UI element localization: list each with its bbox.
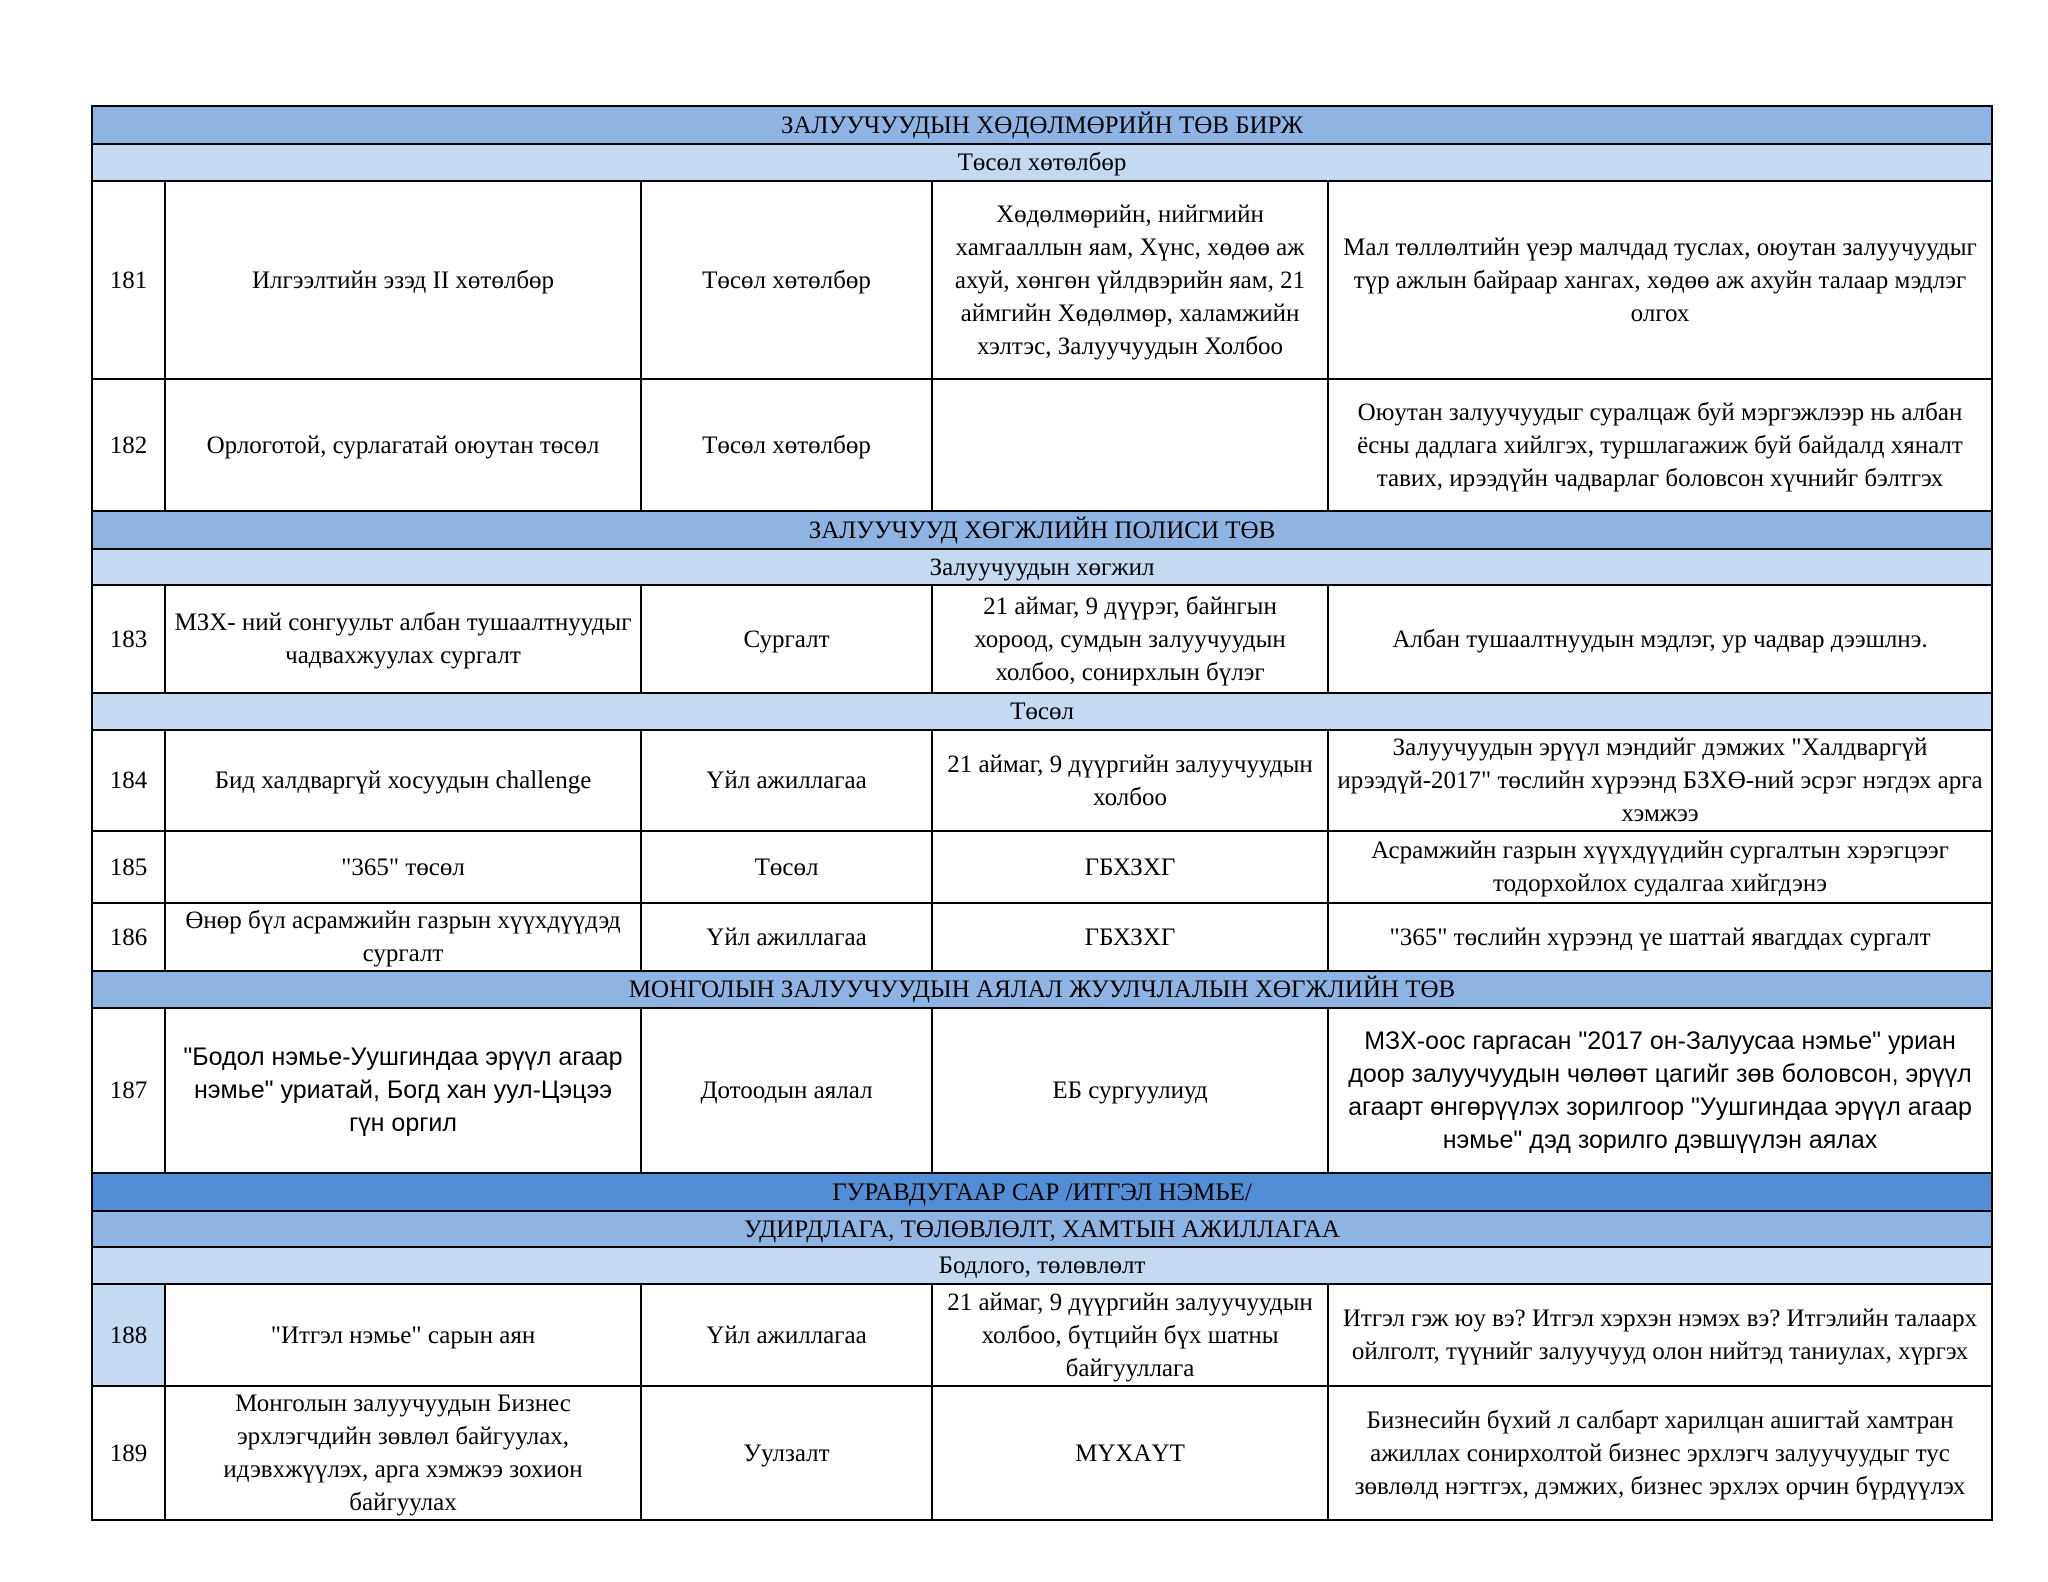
activity-type: Төсөл	[641, 831, 932, 903]
section-header-row	[92, 971, 1992, 1008]
goal: Итгэл гэж юу вэ? Итгэл хэрхэн нэмэх вэ? Итгэлийн талаарх ойлголт, түүнийг залуучууд олон нийтэд таниулах, хүргэх	[1328, 1284, 1992, 1386]
month-title: ГУРАВДУГААР САР /ИТГЭЛ НЭМЬЕ/	[92, 1173, 1992, 1211]
table-row	[92, 903, 1992, 971]
partners: ЕБ сургуулиуд	[932, 1008, 1328, 1173]
activity-name: Бид халдваргүй хосуудын challenge	[165, 730, 641, 831]
section-title: МОНГОЛЫН ЗАЛУУЧУУДЫН АЯЛАЛ ЖУУЛЧЛАЛЫН ХӨГЖЛИЙН ТӨВ	[92, 971, 1992, 1008]
section-header-row	[92, 1211, 1992, 1247]
partners: Хөдөлмөрийн, нийгмийн хамгааллын яам, Хүнс, хөдөө аж ахуй, хөнгөн үйлдвэрийн яам, 21 аймгийн Хөдөлмөр, халамжийн хэлтэс, Залуучуудын Холбоо	[932, 181, 1328, 379]
subsection-header-row	[92, 693, 1992, 730]
month-header-row	[92, 1173, 1992, 1211]
subsection-title: Бодлого, төлөвлөлт	[92, 1247, 1992, 1284]
row-number: 186	[92, 903, 165, 971]
row-number: 188	[92, 1284, 165, 1386]
subsection-header-row	[92, 144, 1992, 181]
activity-name: Илгээлтийн эзэд II хөтөлбөр	[165, 181, 641, 379]
activity-name: "Бодол нэмье-Уушгиндаа эрүүл агаар нэмье" уриатай, Богд хан уул-Цэцээ гүн оргил	[165, 1008, 641, 1173]
table-row	[92, 1008, 1992, 1173]
activity-type: Уулзалт	[641, 1386, 932, 1520]
activity-type: Үйл ажиллагаа	[641, 730, 932, 831]
goal: Мал төллөлтийн үеэр малчдад туслах, оюутан залуучуудыг түр ажлын байраар хангах, хөдөө аж ахуйн талаар мэдлэг олгох	[1328, 181, 1992, 379]
section-header-row	[92, 511, 1992, 549]
subsection-title: Залуучуудын хөгжил	[92, 549, 1992, 585]
section-header-row	[92, 106, 1992, 144]
activity-name: Монголын залуучуудын Бизнес эрхлэгчдийн зөвлөл байгуулах, идэвхжүүлэх, арга хэмжээ зохион байгуулах	[165, 1386, 641, 1520]
activity-name: "Итгэл нэмье" сарын аян	[165, 1284, 641, 1386]
activity-name: Орлоготой, сурлагатай оюутан төсөл	[165, 379, 641, 511]
subsection-title: Төсөл хөтөлбөр	[92, 144, 1992, 181]
row-number: 183	[92, 585, 165, 693]
activity-type: Үйл ажиллагаа	[641, 1284, 932, 1386]
subsection-header-row	[92, 1247, 1992, 1284]
activity-name: МЗХ- ний сонгуульт албан тушаалтнуудыг чадвахжуулах сургалт	[165, 585, 641, 693]
table-row	[92, 379, 1992, 511]
goal: Оюутан залуучуудыг суралцаж буй мэргэжлээр нь албан ёсны дадлага хийлгэх, туршлагажиж буй байдалд хяналт тавих, ирээдүйн чадварлаг боловсон хүчнийг бэлтгэх	[1328, 379, 1992, 511]
goal: Албан тушаалтнуудын мэдлэг, ур чадвар дээшлнэ.	[1328, 585, 1992, 693]
activity-type: Дотоодын аялал	[641, 1008, 932, 1173]
subsection-title: Төсөл	[92, 693, 1992, 730]
table-row	[92, 1386, 1992, 1520]
partners: МҮХАҮТ	[932, 1386, 1328, 1520]
activity-type: Үйл ажиллагаа	[641, 903, 932, 971]
table-row	[92, 1284, 1992, 1386]
goal: Бизнесийн бүхий л салбарт харилцан ашигтай хамтран ажиллах сонирхолтой бизнес эрхлэгч залуучуудыг тус зөвлөлд нэгтгэх, дэмжих, бизнес эрхлэх орчин бүрдүүлэх	[1328, 1386, 1992, 1520]
partners: 21 аймаг, 9 дүүргийн залуучуудын холбоо, бүтцийн бүх шатны байгууллага	[932, 1284, 1328, 1386]
partners: 21 аймаг, 9 дүүргийн залуучуудын холбоо	[932, 730, 1328, 831]
table-row	[92, 831, 1992, 903]
goal: "365" төслийн хүрээнд үе шаттай явагддах сургалт	[1328, 903, 1992, 971]
activity-name: "365" төсөл	[165, 831, 641, 903]
row-number: 182	[92, 379, 165, 511]
activity-name: Өнөр бүл асрамжийн газрын хүүхдүүдэд сургалт	[165, 903, 641, 971]
goal: Асрамжийн газрын хүүхдүүдийн сургалтын хэрэгцээг тодорхойлох судалгаа хийгдэнэ	[1328, 831, 1992, 903]
partners	[932, 379, 1328, 511]
table-row	[92, 585, 1992, 693]
partners: 21 аймаг, 9 дүүрэг, байнгын хороод, сумдын залуучуудын холбоо, сонирхлын бүлэг	[932, 585, 1328, 693]
goal: МЗХ-оос гаргасан "2017 он-Залуусаа нэмье" уриан доор залуучуудын чөлөөт цагийг зөв боловсон, эрүүл агаарт өнгөрүүлэх зорилгоор "Уушгиндаа эрүүл агаар нэмье" дэд зорилго дэвшүүлэн аялах	[1328, 1008, 1992, 1173]
table-row	[92, 181, 1992, 379]
row-number: 185	[92, 831, 165, 903]
section-title: УДИРДЛАГА, ТӨЛӨВЛӨЛТ, ХАМТЫН АЖИЛЛАГАА	[92, 1211, 1992, 1247]
row-number: 189	[92, 1386, 165, 1520]
row-number: 184	[92, 730, 165, 831]
activity-type: Төсөл хөтөлбөр	[641, 379, 932, 511]
table-row	[92, 730, 1992, 831]
row-number: 187	[92, 1008, 165, 1173]
section-title: ЗАЛУУЧУУДЫН ХӨДӨЛМӨРИЙН ТӨВ БИРЖ	[92, 106, 1992, 144]
row-number: 181	[92, 181, 165, 379]
section-title: ЗАЛУУЧУУД ХӨГЖЛИЙН ПОЛИСИ ТӨВ	[92, 511, 1992, 549]
activity-type: Сургалт	[641, 585, 932, 693]
partners: ГБХЗХГ	[932, 903, 1328, 971]
goal: Залуучуудын эрүүл мэндийг дэмжих "Халдваргүй ирээдүй-2017" төслийн хүрээнд БЗХӨ-ний эсрэг нэгдэх арга хэмжээ	[1328, 730, 1992, 831]
subsection-header-row	[92, 549, 1992, 585]
plan-table	[91, 105, 1993, 1521]
partners: ГБХЗХГ	[932, 831, 1328, 903]
activity-type: Төсөл хөтөлбөр	[641, 181, 932, 379]
